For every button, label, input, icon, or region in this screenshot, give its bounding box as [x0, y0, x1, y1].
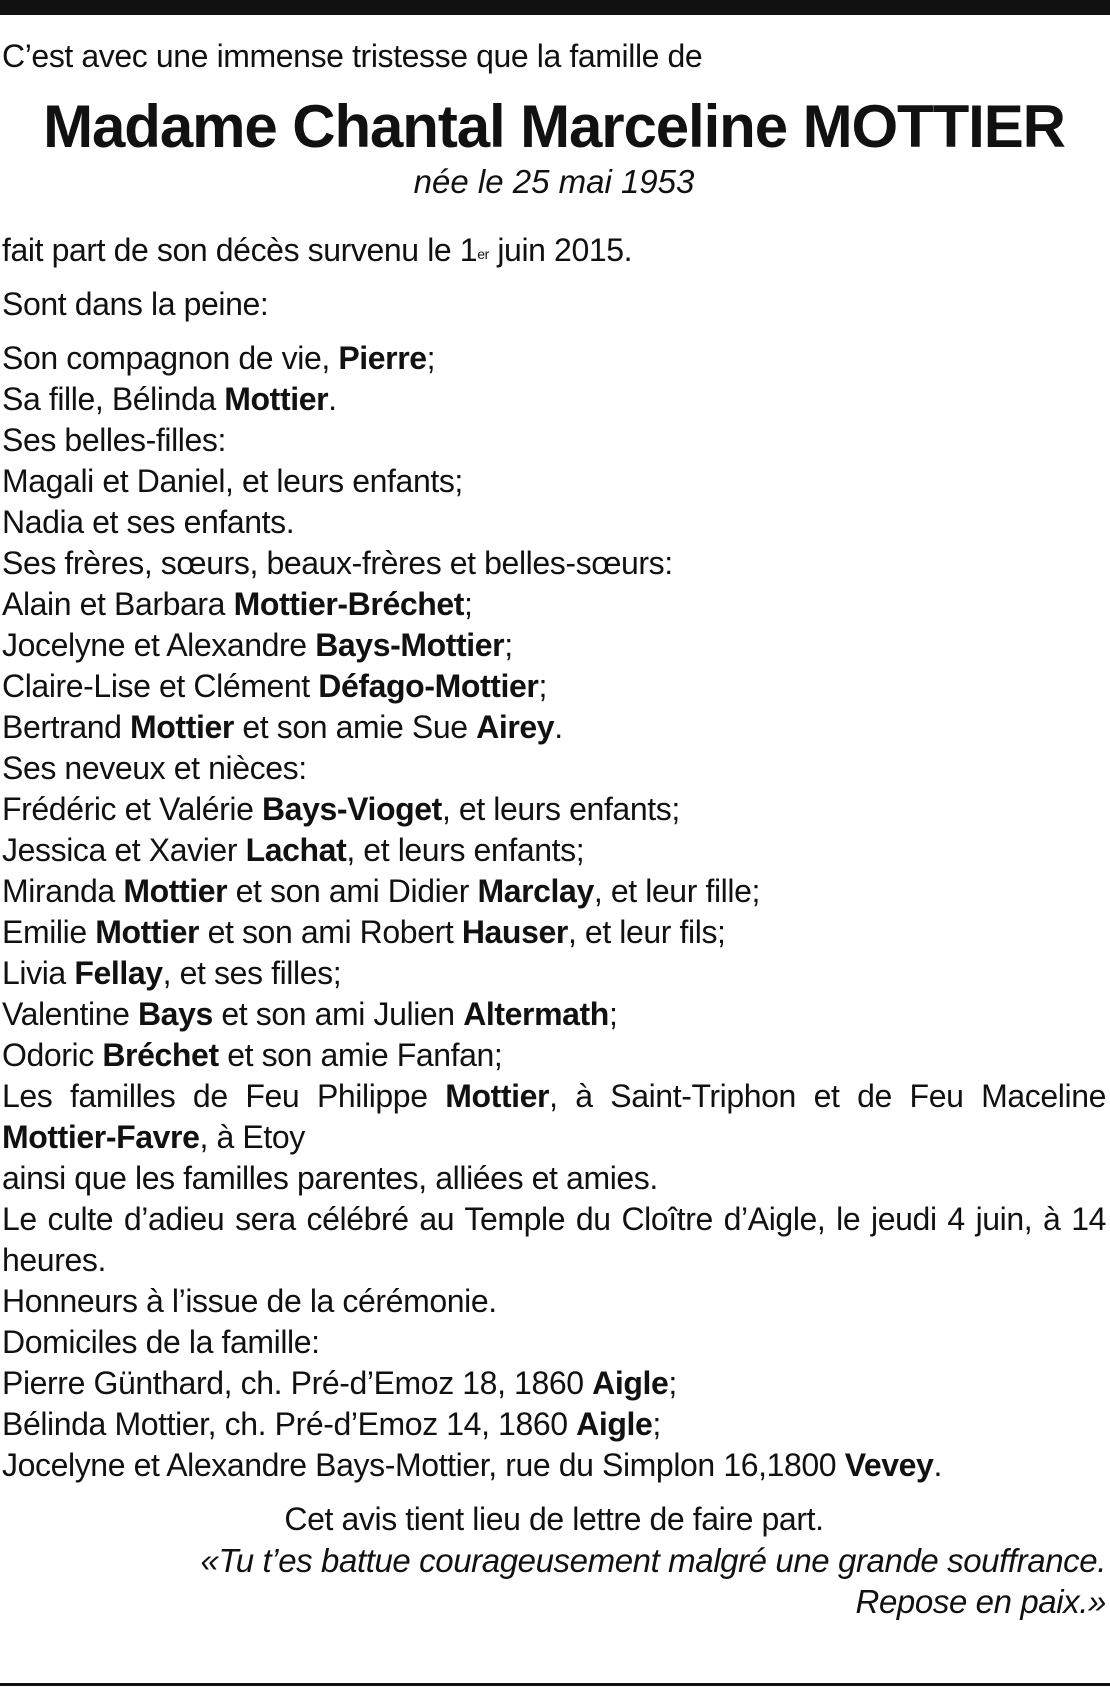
birth-date: née le 25 mai 1953 [413, 163, 695, 200]
notice-line [2, 584, 1106, 625]
line-text: ; [504, 627, 513, 663]
notice-line [2, 379, 1106, 420]
line-text: et son ami Didier [227, 873, 478, 909]
surname: Aigle [592, 1365, 669, 1401]
notice-line [2, 1035, 1106, 1076]
line-text: Emilie [2, 914, 96, 950]
line-text: Jocelyne et Alexandre [2, 627, 316, 663]
notice-line [2, 1199, 1106, 1281]
line-text: . [554, 709, 563, 745]
notice-line [2, 953, 1106, 994]
line-text: Son compagnon de vie, [2, 340, 339, 376]
notice-line [2, 912, 1106, 953]
line-text: Ses neveux et nièces: [2, 750, 307, 786]
line-text: , et ses filles; [162, 955, 342, 991]
line-text: Domiciles de la famille: [2, 1324, 320, 1360]
line-text: Pierre Günthard, ch. Pré-d’Emoz 18, 1860 [2, 1365, 593, 1401]
notice-line [2, 1404, 1106, 1445]
obituary-notice [2, 38, 1106, 1622]
notice-line [2, 1445, 1106, 1486]
surname: Aigle [576, 1406, 653, 1442]
surname: Bays-Mottier [315, 627, 505, 663]
line-text: Bélinda Mottier, ch. Pré-d’Emoz 14, 1860 [2, 1406, 577, 1442]
line-text: Nadia et ses enfants. [2, 504, 295, 540]
line-text: Sa fille, Bélinda [2, 381, 225, 417]
surname: Mottier-Bréchet [233, 586, 465, 622]
death-ordinal: er [477, 246, 489, 262]
notice-line [2, 420, 1106, 461]
line-text: Jessica et Xavier [2, 832, 246, 868]
top-border [0, 0, 1110, 15]
line-text: et son ami Robert [199, 914, 462, 950]
line-text: Claire-Lise et Clément [2, 668, 319, 704]
surname: Fellay [74, 955, 163, 991]
line-text: Odoric [2, 1037, 103, 1073]
line-text: ; [652, 1406, 661, 1442]
line-text: Honneurs à l’issue de la cérémonie. [2, 1283, 497, 1319]
notice-line [2, 707, 1106, 748]
death-announcement [2, 230, 1106, 271]
line-text: Frédéric et Valérie [2, 791, 262, 827]
line-text: Magali et Daniel, et leurs enfants; [2, 463, 463, 499]
quote-line-2: Repose en paix.» [855, 1583, 1106, 1620]
notice-line [2, 871, 1106, 912]
surname: Mottier [123, 873, 228, 909]
line-text: . [933, 1447, 942, 1483]
line-text: ; [426, 340, 436, 376]
surname: Airey [476, 709, 555, 745]
line-text: Valentine [2, 996, 138, 1032]
line-text: , à Saint-Triphon et de Feu Maceline [549, 1078, 1106, 1114]
line-text: ; [668, 1365, 677, 1401]
surname: Mottier [95, 914, 200, 950]
line-text: Jocelyne et Alexandre Bays-Mottier, rue du Simplon 16,1800 [2, 1447, 845, 1483]
notice-line [2, 1281, 1106, 1322]
surname: Bays [137, 996, 213, 1032]
death-text: fait part de son décès survenu le 1 [2, 232, 478, 268]
notice-line [2, 461, 1106, 502]
surname: Bays-Vioget [261, 791, 442, 827]
line-text: ; [608, 996, 618, 1032]
surname: Altermath [463, 996, 609, 1032]
notice-line [2, 1076, 1106, 1158]
notice-text: Cet avis tient lieu de lettre de faire part. [284, 1501, 824, 1537]
line-text: Livia [2, 955, 75, 991]
line-text: et son amie Fanfan; [218, 1037, 503, 1073]
mourners-heading: Sont dans la peine: [2, 286, 269, 322]
line-text: Ses frères, sœurs, beaux-frères et belles-sœurs: [2, 545, 673, 581]
notice-line [2, 1322, 1106, 1363]
notice-line [2, 1363, 1106, 1404]
bottom-border [0, 1683, 1110, 1686]
line-text: ainsi que les familles parentes, alliées et amies. [2, 1160, 658, 1196]
mourners-list [2, 338, 1106, 1486]
notice-line [2, 543, 1106, 584]
death-date: juin 2015. [488, 232, 633, 268]
surname: Mottier [445, 1078, 550, 1114]
surname: Mottier [130, 709, 234, 745]
line-text: . [328, 381, 337, 417]
line-text: , et leurs enfants; [441, 791, 680, 827]
notice-line [2, 625, 1106, 666]
surname: Vevey [844, 1447, 934, 1483]
notice-line [2, 994, 1106, 1035]
line-text: ; [538, 668, 547, 704]
surname: Hauser [461, 914, 568, 950]
surname: Marclay [477, 873, 594, 909]
notice-line [2, 830, 1106, 871]
line-text: et son amie Sue [233, 709, 477, 745]
quote-line-1: «Tu t’es battue courageusement malgré une grande souffrance. [200, 1542, 1106, 1579]
line-text: Les familles de Feu Philippe [2, 1078, 446, 1114]
notice-line [2, 789, 1106, 830]
notice-line [2, 1158, 1106, 1199]
line-text: , et leurs enfants; [346, 832, 585, 868]
line-text: ; [464, 586, 473, 622]
surname: Mottier-Favre [2, 1119, 200, 1155]
line-text: Ses belles-filles: [2, 422, 227, 458]
line-text: , et leur fils; [567, 914, 726, 950]
deceased-name: Madame Chantal Marceline MOTTIER [43, 93, 1065, 160]
line-text: , à Etoy [199, 1119, 305, 1155]
surname: Pierre [338, 340, 427, 376]
notice-line [2, 666, 1106, 707]
notice-line [2, 338, 1106, 379]
line-text: , et leur fille; [593, 873, 760, 909]
surname: Mottier [224, 381, 329, 417]
line-text: Le culte d’adieu sera célébré au Temple du Cloître d’Aigle, le jeudi 4 juin, à 14 heures. [2, 1201, 1106, 1278]
notice-line [2, 502, 1106, 543]
line-text: Miranda [2, 873, 124, 909]
intro-text: C’est avec une immense tristesse que la famille de [2, 38, 703, 74]
surname: Bréchet [102, 1037, 219, 1073]
line-text: et son ami Julien [212, 996, 464, 1032]
surname: Défago-Mottier [318, 668, 539, 704]
notice-line [2, 748, 1106, 789]
surname: Lachat [245, 832, 347, 868]
closing-quote [2, 1540, 1106, 1622]
line-text: Bertrand [2, 709, 131, 745]
line-text: Alain et Barbara [2, 586, 234, 622]
